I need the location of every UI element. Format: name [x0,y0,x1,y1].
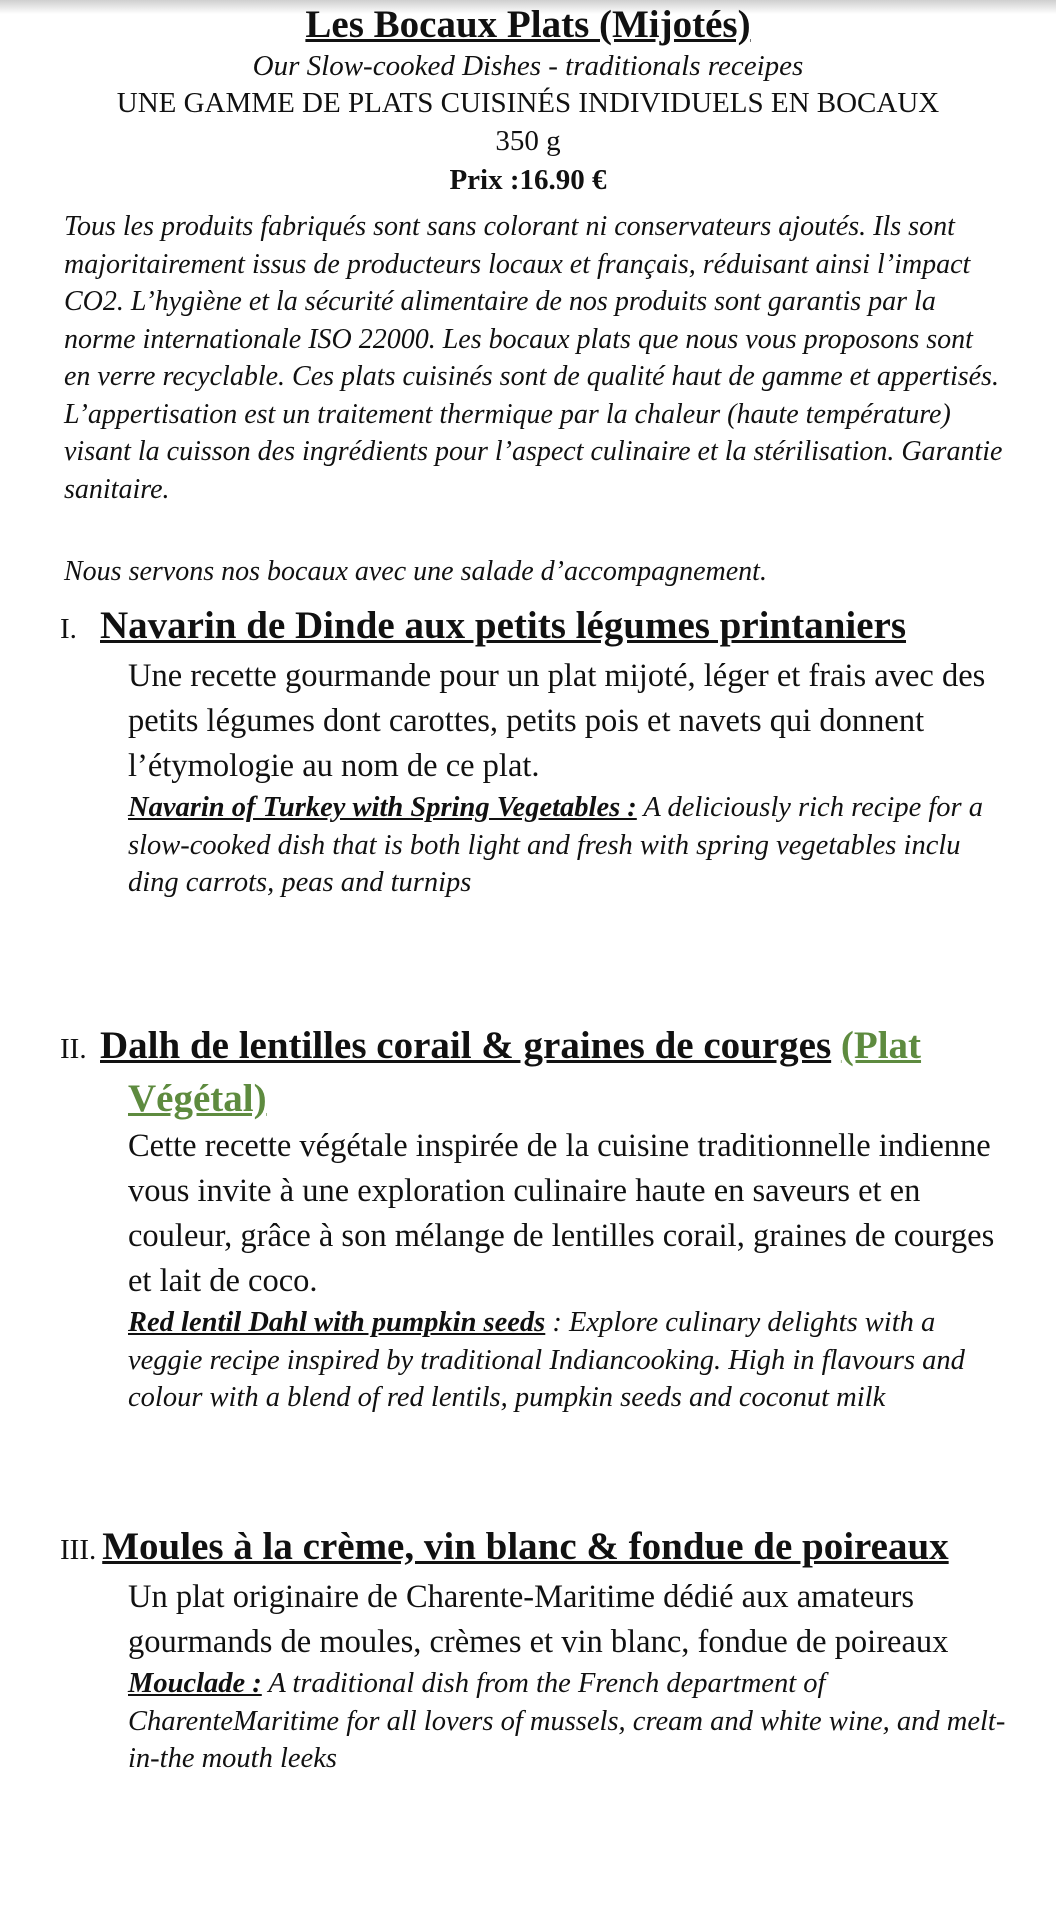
dish-name: Dalh de lentilles corail & graines de courges [100,1024,832,1067]
page-title: Les Bocaux Plats (Mijotés) [305,3,751,46]
dish-text-en: A traditional dish from the French department of CharenteMaritime for all lovers of mussels, cream and white wine, and melt-in-the mouth leeks [128,1668,1006,1774]
vegetal-tag: (Plat Végétal) [128,1024,922,1120]
dish-name-en: Navarin of Turkey with Spring Vegetables : [128,792,637,823]
dish-numeral: III. [60,1534,97,1566]
dish-description-en [94,1304,1014,1417]
serving-note: Nous servons nos bocaux avec une salade d’accompagnement. [64,556,767,587]
jar-weight: 350 g [495,125,561,157]
price: Prix :16.90 € [449,164,607,196]
menu-header [0,0,1056,200]
dish-item [60,1021,1014,1417]
dish-item [60,1522,1014,1778]
dish-name-en: Mouclade : [128,1668,262,1699]
dish-description-fr: Un plat originaire de Charente-Maritime dédié aux amateurs gourmands de moules, crèmes et vin blanc, fondue de poireaux [128,1579,949,1660]
dish-name: Moules à la crème, vin blanc & fondue de poireaux [102,1525,949,1568]
dish-heading [60,1522,1014,1575]
intro-paragraph: Tous les produits fabriqués sont sans colorant ni conservateurs ajoutés. Ils sont majoritairement issus de producteurs locaux et français, réduisant ainsi l’impact CO2. L’hygiène et la sécurité alimentaire de nos produits sont garantis par la norme internationale ISO 22000. Les bocaux plats que nous vous proposons sont en verre recyclable. Ces plats cuisinés sont de qualité haut de gamme et appertisés. L’appertisation est un traitement thermique par la chaleur (haute température) visant la cuisson des ingrédients pour l’aspect culinaire et la stérilisation. Garantie sanitaire. [64,211,1003,505]
dish-item [60,601,1014,902]
dish-text-en: A deliciously rich recipe for a slow-cooked dish that is both light and fresh with spring vegetables inclu ding carrots, peas and turnips [128,792,983,898]
page-subtitle: Our Slow-cooked Dishes - traditionals receipes [252,50,804,82]
product-range: UNE GAMME DE PLATS CUISINÉS INDIVIDUELS EN BOCAUX [116,87,940,119]
dish-name-en: Red lentil Dahl with pumpkin seeds [128,1307,546,1338]
dish-description-en [94,789,1014,902]
dish-heading: I. Navarin de Dinde aux petits légumes printaniers [60,604,907,647]
dish-description-fr: Une recette gourmande pour un plat mijoté, léger et frais avec des petits légumes dont carottes, petits pois et navets qui donnent l’étymologie au nom de ce plat. [128,658,986,784]
dish-description-fr: Cette recette végétale inspirée de la cuisine traditionnelle indienne vous invite à une exploration culinaire haute en saveurs et en couleur, grâce à son mélange de lentilles corail, graines de courges et lait de coco. [128,1128,995,1299]
dish-text-en: : Explore culinary delights with a veggie recipe inspired by traditional Indiancooking. High in flavours and colour with a blend of red lentils, pumpkin seeds and coconut milk [128,1307,965,1413]
dish-heading: II. Dalh de lentilles corail & graines de courges (Plat Végétal) [60,1024,922,1120]
dish-name: Navarin de Dinde aux petits légumes printaniers [100,604,907,647]
dish-description-en [94,1665,1014,1778]
